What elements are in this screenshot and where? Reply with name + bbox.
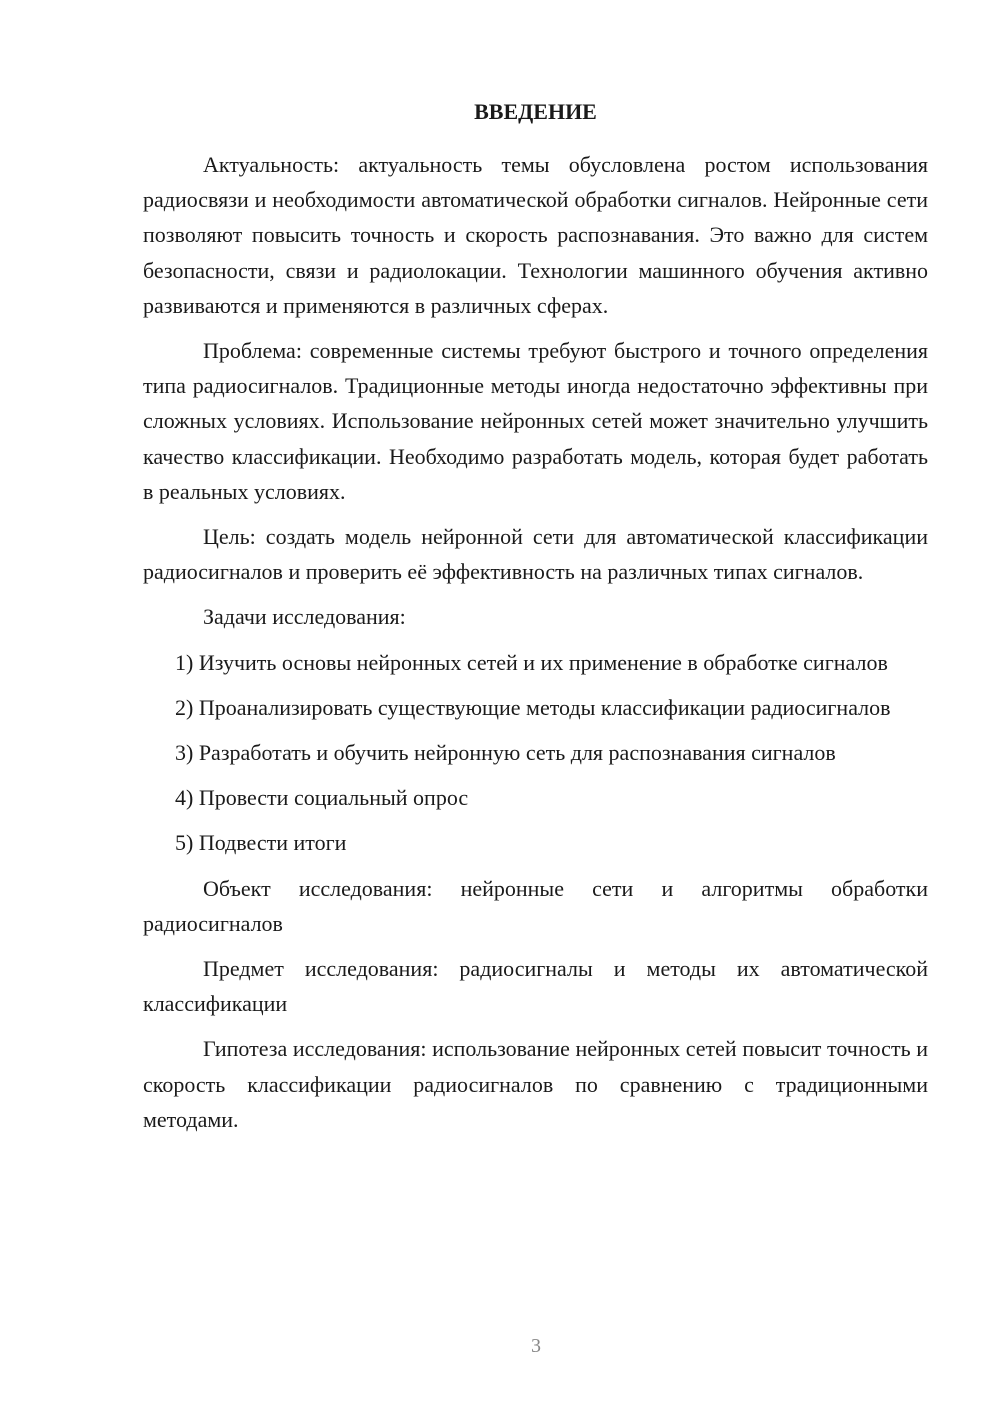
relevance-paragraph: Актуальность: актуальность темы обусловлена ростом использования радиосвязи и необходимости автоматической обработки сигналов. Нейронные сети позволяют повысить точность и скорость распознавания. Это важно для систем безопасности, связи и радиолокации. Технологии машинного обучения активно развиваются и применяются в различных сферах. bbox=[143, 152, 928, 318]
task-item-3: 3) Разработать и обучить нейронную сеть для распознавания сигналов bbox=[175, 740, 836, 766]
object-paragraph: Объект исследования: нейронные сети и алгоритмы обработки радиосигналов bbox=[143, 875, 928, 936]
task-item-4: 4) Провести социальный опрос bbox=[175, 785, 469, 811]
goal-paragraph: Цель: создать модель нейронной сети для автоматической классификации радиосигналов и проверить её эффективность на различных типах сигналов. bbox=[143, 524, 928, 585]
task-item-1: 1) Изучить основы нейронных сетей и их применение в обработке сигналов bbox=[175, 649, 888, 675]
problem-paragraph: Проблема: современные системы требуют быстрого и точного определения типа радиосигналов. Традиционные методы иногда недостаточно эффективны при сложных условиях. Использование нейронных сетей может значительно улучшить качество классификации. Необходимо разработать модель, которая будет работать в реальных условиях. bbox=[143, 338, 928, 504]
page-number: 3 bbox=[531, 1335, 541, 1357]
task-item-5: 5) Подвести итоги bbox=[175, 830, 347, 856]
section-title: ВВЕДЕНИЕ bbox=[474, 99, 597, 124]
subject-paragraph: Предмет исследования: радиосигналы и методы их автоматической классификации bbox=[143, 956, 928, 1017]
hypothesis-paragraph: Гипотеза исследования: использование нейронных сетей повысит точность и скорость классификации радиосигналов по сравнению с традиционными методами. bbox=[143, 1036, 928, 1132]
page-content bbox=[143, 94, 928, 1147]
tasks-heading: Задачи исследования: bbox=[203, 604, 406, 630]
task-item-2: 2) Проанализировать существующие методы классификации радиосигналов bbox=[175, 694, 891, 720]
